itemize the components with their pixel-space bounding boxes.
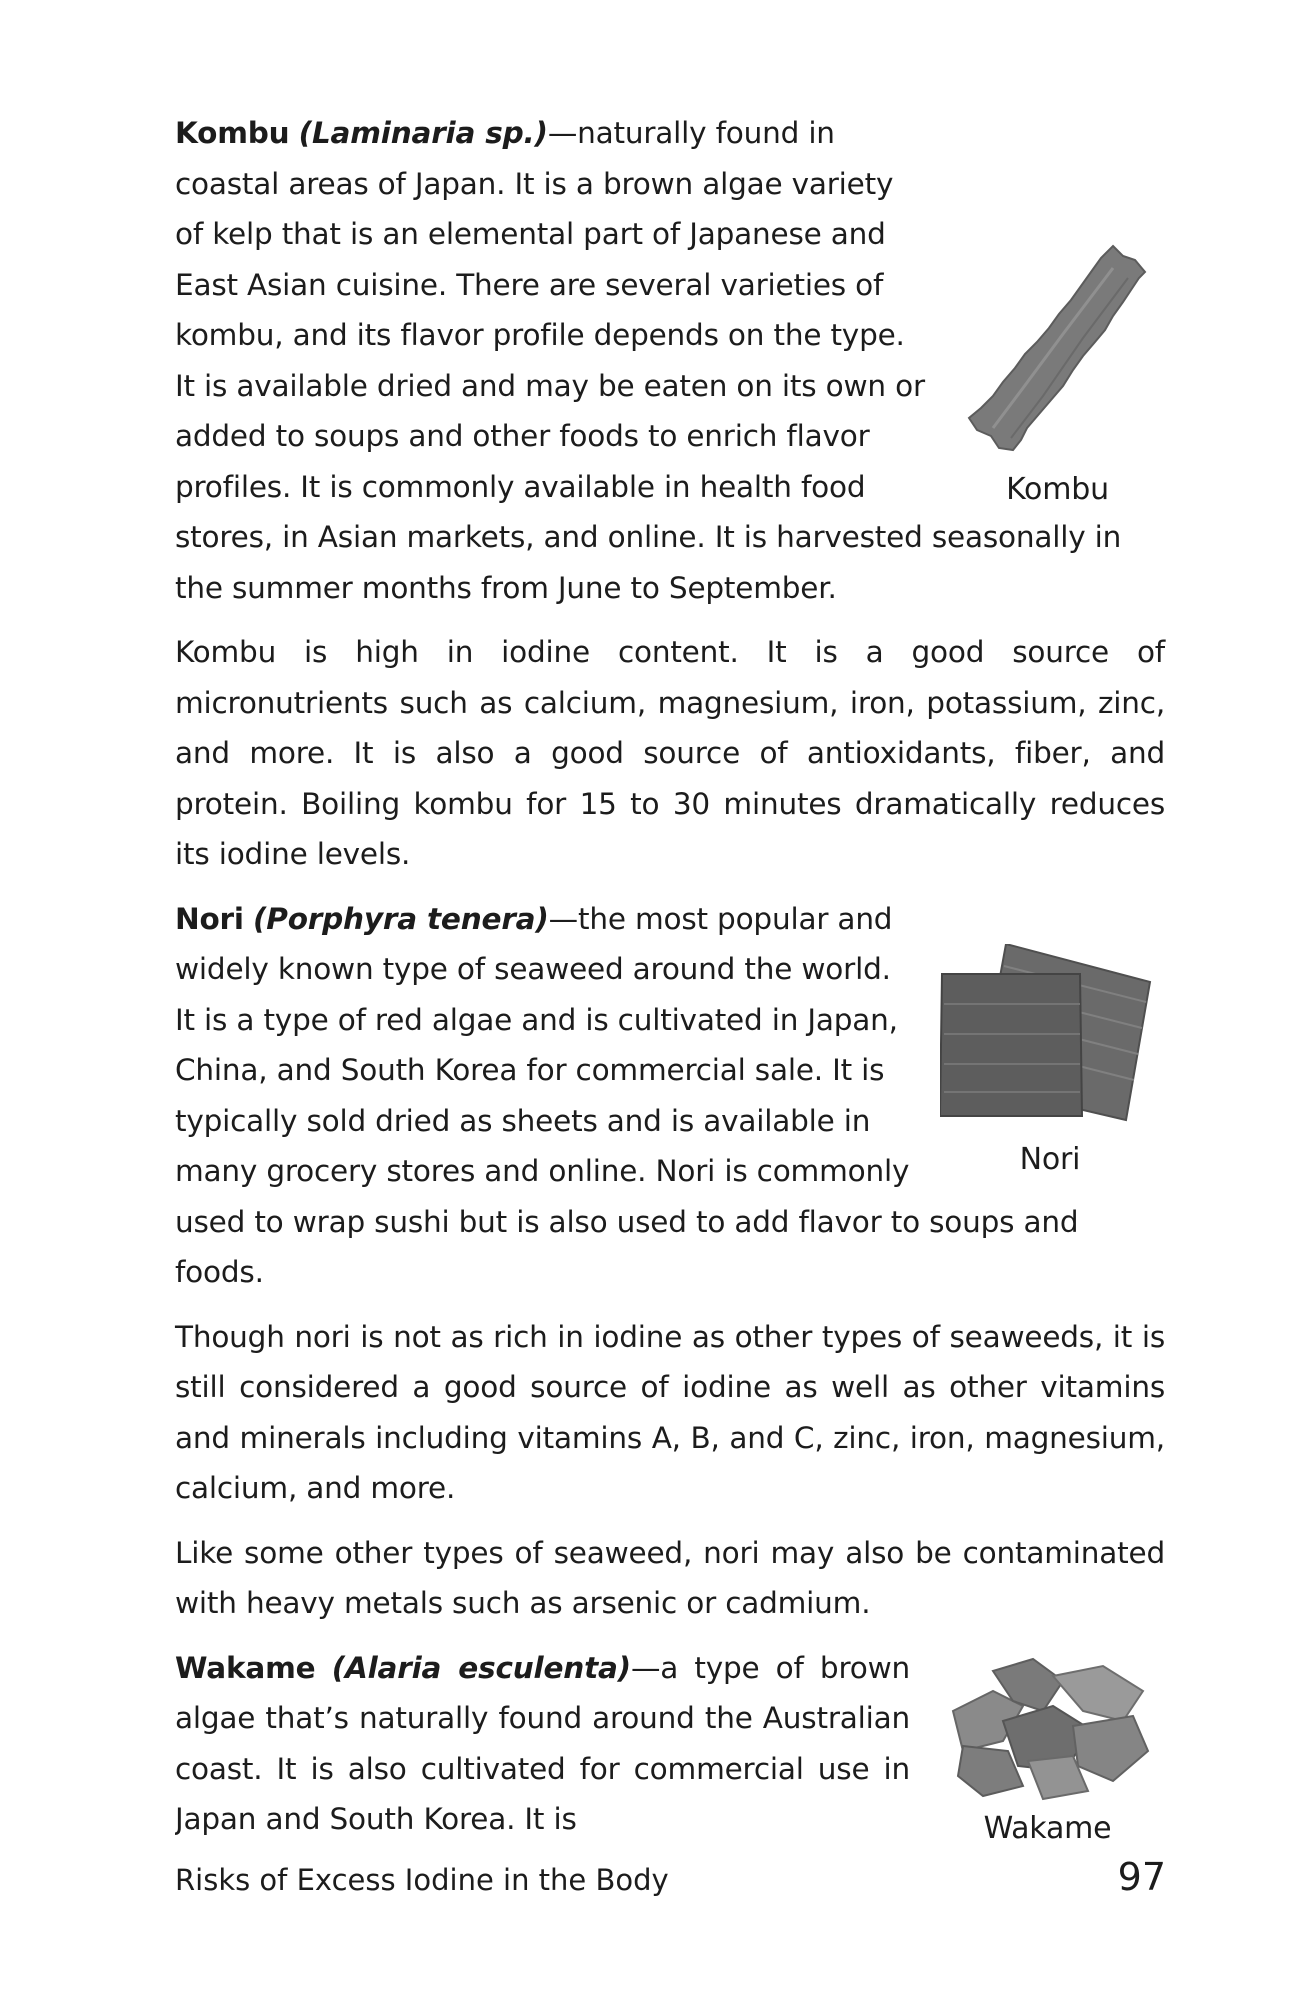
kombu-entry [175,108,1165,627]
wakame-illustration [943,1651,1153,1801]
wakame-term: Wakame [175,1650,316,1685]
kombu-nutrition-paragraph: Kombu is high in iodine content. It is a good source of micronutrients such as calcium, magnesium, iron, potassium, zinc, and more. It is also a good source of antioxidants, fiber, and protein. Boiling kombu for 15 to 30 minutes dramatically reduces its iodine levels. [175,635,1165,871]
nori-figure [935,944,1165,1180]
kombu-figure [950,238,1165,510]
wakame-text: —a type of brown algae that’s naturally found around the Australian coast. It is also cultivated for commercial use in Japan and South Korea. It is [175,1650,910,1836]
nori-text: —the most popular and widely known type of seaweed around the world. It is a type of red algae and is cultivated in Japan, China, and South Korea for commercial sale. It is typically sold dried as sheets and is available in many grocery stores and online. Nori is commonly used to wrap sushi but is also used to add flavor to soups and foods. [175,901,1079,1289]
kombu-term: Kombu [175,116,290,150]
nori-entry [175,894,1165,1312]
nori-scientific-name: (Porphyra tenera) [253,901,549,936]
page-number: 97 [1117,1855,1166,1899]
running-footer-title: Risks of Excess Iodine in the Body [175,1863,669,1897]
kombu-scientific-name: (Laminaria sp.) [298,116,548,150]
page-footer [175,1855,1166,1899]
wakame-entry [175,1643,1165,1859]
nori-caption: Nori [1019,1141,1081,1177]
wakame-scientific-name: (Alaria esculenta) [331,1650,631,1685]
wakame-caption: Wakame [983,1810,1112,1846]
kombu-illustration [963,238,1153,468]
nori-term: Nori [175,901,244,936]
nori-nutrition-paragraph: Though nori is not as rich in iodine as other types of seaweeds, it is still considered a good source of iodine as well as other vitamins and minerals including vitamins A, B, and C, zinc, iron, magnesium, calcium, and more. [175,1319,1165,1505]
nori-illustration [940,944,1160,1124]
kombu-text: —naturally found in coastal areas of Japan. It is a brown algae variety of kelp that is an elemental part of Japanese and East Asian cuisine. There are several varieties of kombu, and its flavor profile depends on the type. It is available dried and may be eaten on its own or added to soups and other foods to enrich flavor profiles. It is commonly available in health food stores, in Asian markets, and online. It is harvested seasonally in the summer months from June to September. [175,116,1122,605]
kombu-caption: Kombu [1006,472,1109,507]
page-body [175,108,1165,1859]
wakame-figure [930,1651,1165,1849]
nori-contamination-paragraph: Like some other types of seaweed, nori may also be contaminated with heavy metals such as arsenic or cadmium. [175,1535,1165,1620]
